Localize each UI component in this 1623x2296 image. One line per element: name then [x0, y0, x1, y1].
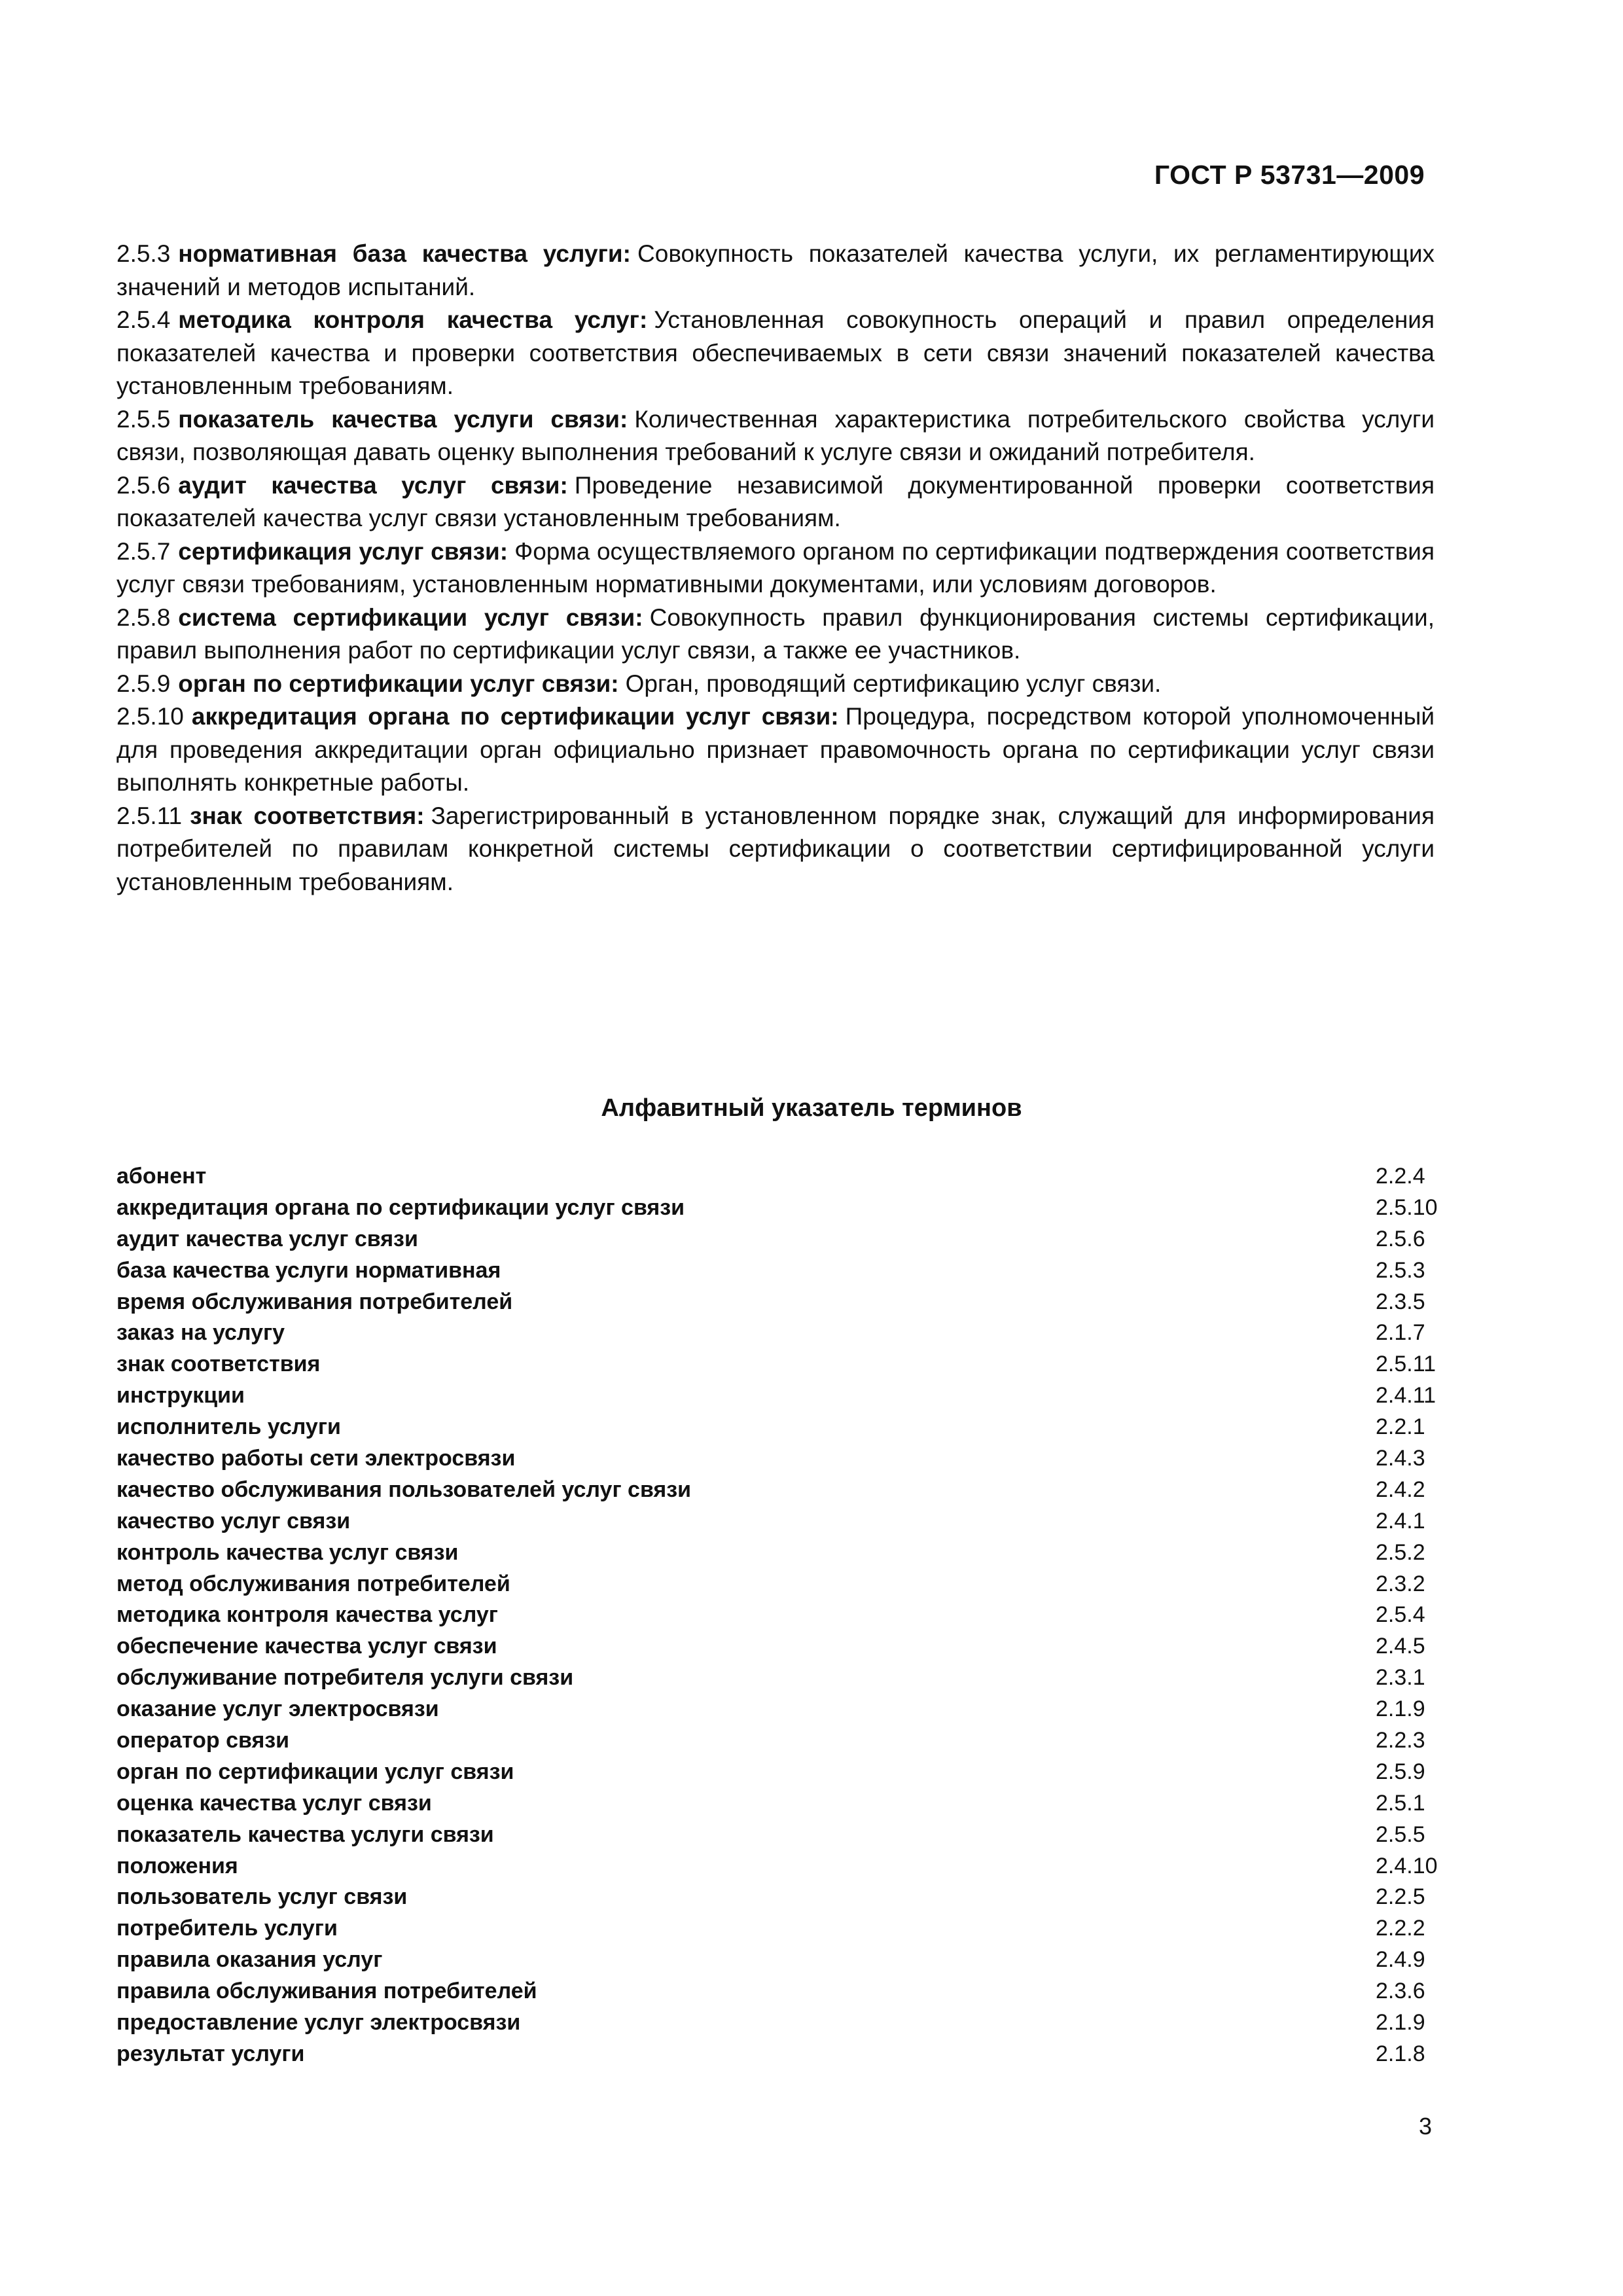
index-entry: [116, 1725, 1435, 1757]
index-reference: 2.5.4: [1376, 1602, 1425, 1628]
definition-number: 2.5.5: [116, 405, 171, 433]
index-reference: 2.2.4: [1376, 1164, 1425, 1189]
index-entry: [116, 1662, 1435, 1694]
index-reference: 2.5.6: [1376, 1226, 1425, 1251]
definition-item: [116, 668, 1435, 701]
index-term: правила оказания услуг: [116, 1947, 383, 1973]
definition-item: [116, 469, 1435, 535]
definition-term: аудит качества услуг связи:: [178, 471, 568, 499]
index-entry: [116, 1600, 1435, 1631]
index-reference: 2.5.2: [1376, 1539, 1425, 1565]
index-reference: 2.2.1: [1376, 1414, 1425, 1440]
index-term: знак соответствия: [116, 1352, 321, 1377]
index-entry: [116, 1882, 1435, 1913]
index-term: контроль качества услуг связи: [116, 1539, 459, 1565]
index-entry: [116, 1161, 1435, 1193]
definition-term: знак соответствия:: [190, 802, 425, 829]
index-reference: 2.4.1: [1376, 1508, 1425, 1534]
index-reference: 2.2.2: [1376, 1916, 1425, 1941]
index-term: пользователь услуг связи: [116, 1884, 408, 1910]
index-term: обеспечение качества услуг связи: [116, 1634, 497, 1659]
definition-text: Количественная характеристика потребительского свойства услуги связи, позволяющая давать оценку выполнения требований к услуге связи и ожиданий потребителя.: [116, 405, 1435, 465]
index-entry: [116, 1631, 1435, 1662]
definition-number: 2.5.9: [116, 670, 171, 697]
index-reference: 2.3.1: [1376, 1665, 1425, 1691]
definition-text: Процедура, посредством которой уполномоченный для проведения аккредитации орган официально признает правомочность органа по сертификации услуг связи выполнять конкретные работы.: [116, 703, 1435, 796]
definition-text: Форма осуществляемого органом по сертификации подтверждения соответствия услуг связи требованиям, установленным нормативными документами, или условиям договоров.: [116, 537, 1435, 598]
index-entry: [116, 1506, 1435, 1537]
index-term: орган по сертификации услуг связи: [116, 1759, 514, 1784]
index-entry: [116, 2007, 1435, 2039]
index-title: Алфавитный указатель терминов: [601, 1094, 1022, 1122]
definition-number: 2.5.3: [116, 240, 171, 267]
index-term: метод обслуживания потребителей: [116, 1571, 510, 1596]
index-entry: [116, 1537, 1435, 1569]
index-reference: 2.1.8: [1376, 2041, 1425, 2066]
definition-term: сертификация услуг связи:: [178, 537, 508, 565]
definition-term: аккредитация органа по сертификации услуг связи:: [191, 703, 839, 730]
index-term: заказ на услугу: [116, 1320, 285, 1346]
index-term: абонент: [116, 1164, 207, 1189]
index-reference: 2.5.5: [1376, 1821, 1425, 1847]
index-reference: 2.4.5: [1376, 1634, 1425, 1659]
definition-item: [116, 800, 1435, 899]
index-entry: [116, 1287, 1435, 1318]
index-reference: 2.3.2: [1376, 1571, 1425, 1596]
index-reference: 2.4.9: [1376, 1947, 1425, 1973]
index-entry: [116, 1443, 1435, 1475]
index-entry: [116, 1380, 1435, 1412]
index-term: оказание услуг электросвязи: [116, 1696, 439, 1722]
index-entry: [116, 1569, 1435, 1600]
definition-item: [116, 238, 1435, 304]
standard-designation: ГОСТ Р 53731—2009: [1154, 160, 1425, 190]
definition-text: Проведение независимой документированной проверки соответствия показателей качества услуг связи установленным требованиям.: [116, 471, 1435, 531]
definition-term: система сертификации услуг связи:: [178, 603, 643, 631]
index-entry: [116, 1412, 1435, 1443]
definition-number: 2.5.6: [116, 471, 171, 499]
index-reference: 2.5.11: [1376, 1352, 1436, 1377]
definition-item: [116, 700, 1435, 800]
index-reference: 2.1.9: [1376, 1696, 1425, 1722]
index-entry: [116, 1820, 1435, 1851]
index-entry: [116, 2039, 1435, 2070]
index-reference: 2.4.10: [1376, 1853, 1438, 1878]
index-entry: [116, 1349, 1435, 1380]
index-entry: [116, 1913, 1435, 1945]
index-reference: 2.2.5: [1376, 1884, 1425, 1910]
index-term: результат услуги: [116, 2041, 305, 2066]
index-entry: [116, 1757, 1435, 1788]
index-entry: [116, 1224, 1435, 1255]
definition-term: методика контроля качества услуг:: [178, 306, 648, 333]
index-entry: [116, 1788, 1435, 1820]
index-term: исполнитель услуги: [116, 1414, 341, 1440]
index-entry: [116, 1945, 1435, 1976]
definition-item: [116, 403, 1435, 469]
definition-text: Совокупность правил функционирования системы сертификации, правил выполнения работ по сертификации услуг связи, а также ее участников.: [116, 603, 1435, 664]
index-entry: [116, 1318, 1435, 1349]
index-entry: [116, 1475, 1435, 1506]
index-entry: [116, 1694, 1435, 1725]
index-term: база качества услуги нормативная: [116, 1257, 501, 1283]
definition-text: Установленная совокупность операций и правил определения показателей качества и проверки соответствия обеспечиваемых в сети связи значений показателей качества установленным требованиям.: [116, 306, 1435, 399]
index-reference: 2.1.7: [1376, 1320, 1425, 1346]
definitions-section: [116, 238, 1435, 899]
definition-number: 2.5.11: [116, 802, 183, 829]
index-term: обслуживание потребителя услуги связи: [116, 1665, 574, 1691]
index-term: методика контроля качества услуг: [116, 1602, 498, 1628]
index-reference: 2.3.6: [1376, 1979, 1425, 2004]
index-reference: 2.5.1: [1376, 1790, 1425, 1816]
index-term: оператор связи: [116, 1728, 290, 1753]
definition-number: 2.5.7: [116, 537, 171, 565]
index-term: положения: [116, 1853, 238, 1878]
index-term: оценка качества услуг связи: [116, 1790, 432, 1816]
index-reference: 2.1.9: [1376, 2010, 1425, 2036]
index-term: потребитель услуги: [116, 1916, 338, 1941]
definition-text: Зарегистрированный в установленном порядке знак, служащий для информирования потребителей по правилам конкретной системы сертификации о соответствии сертифицированной услуги установленным требованиям.: [116, 802, 1435, 895]
definition-item: [116, 535, 1435, 601]
index-reference: 2.5.10: [1376, 1194, 1438, 1220]
term-index-list: [116, 1161, 1438, 2070]
definition-term: орган по сертификации услуг связи:: [178, 670, 619, 697]
index-reference: 2.2.3: [1376, 1728, 1425, 1753]
index-reference: 2.4.11: [1376, 1383, 1436, 1408]
definition-number: 2.5.4: [116, 306, 171, 333]
definition-text: Совокупность показателей качества услуги, их регламентирующих значений и методов испытаний.: [116, 240, 1435, 300]
index-reference: 2.5.9: [1376, 1759, 1425, 1784]
page-number: 3: [1419, 2113, 1433, 2140]
definition-term: нормативная база качества услуги:: [178, 240, 632, 267]
index-term: аудит качества услуг связи: [116, 1226, 418, 1251]
definition-number: 2.5.8: [116, 603, 171, 631]
index-term: качество обслуживания пользователей услуг связи: [116, 1477, 692, 1502]
definition-item: [116, 601, 1435, 668]
definition-number: 2.5.10: [116, 703, 184, 730]
index-term: предоставление услуг электросвязи: [116, 2010, 521, 2036]
index-reference: 2.4.2: [1376, 1477, 1425, 1502]
index-term: время обслуживания потребителей: [116, 1289, 513, 1314]
index-term: качество работы сети электросвязи: [116, 1446, 516, 1471]
index-term: аккредитация органа по сертификации услуг связи: [116, 1194, 685, 1220]
index-term: показатель качества услуги связи: [116, 1821, 494, 1847]
index-reference: 2.3.5: [1376, 1289, 1425, 1314]
index-entry: [116, 1851, 1438, 1882]
index-reference: 2.4.3: [1376, 1446, 1425, 1471]
definition-item: [116, 304, 1435, 403]
index-term: качество услуг связи: [116, 1508, 351, 1534]
index-reference: 2.5.3: [1376, 1257, 1425, 1283]
definition-term: показатель качества услуги связи:: [178, 405, 628, 433]
index-entry: [116, 1193, 1438, 1224]
definition-text: Орган, проводящий сертификацию услуг связи.: [625, 670, 1162, 697]
index-term: правила обслуживания потребителей: [116, 1979, 537, 2004]
index-term: инструкции: [116, 1383, 245, 1408]
index-entry: [116, 1255, 1435, 1287]
index-entry: [116, 1976, 1435, 2007]
